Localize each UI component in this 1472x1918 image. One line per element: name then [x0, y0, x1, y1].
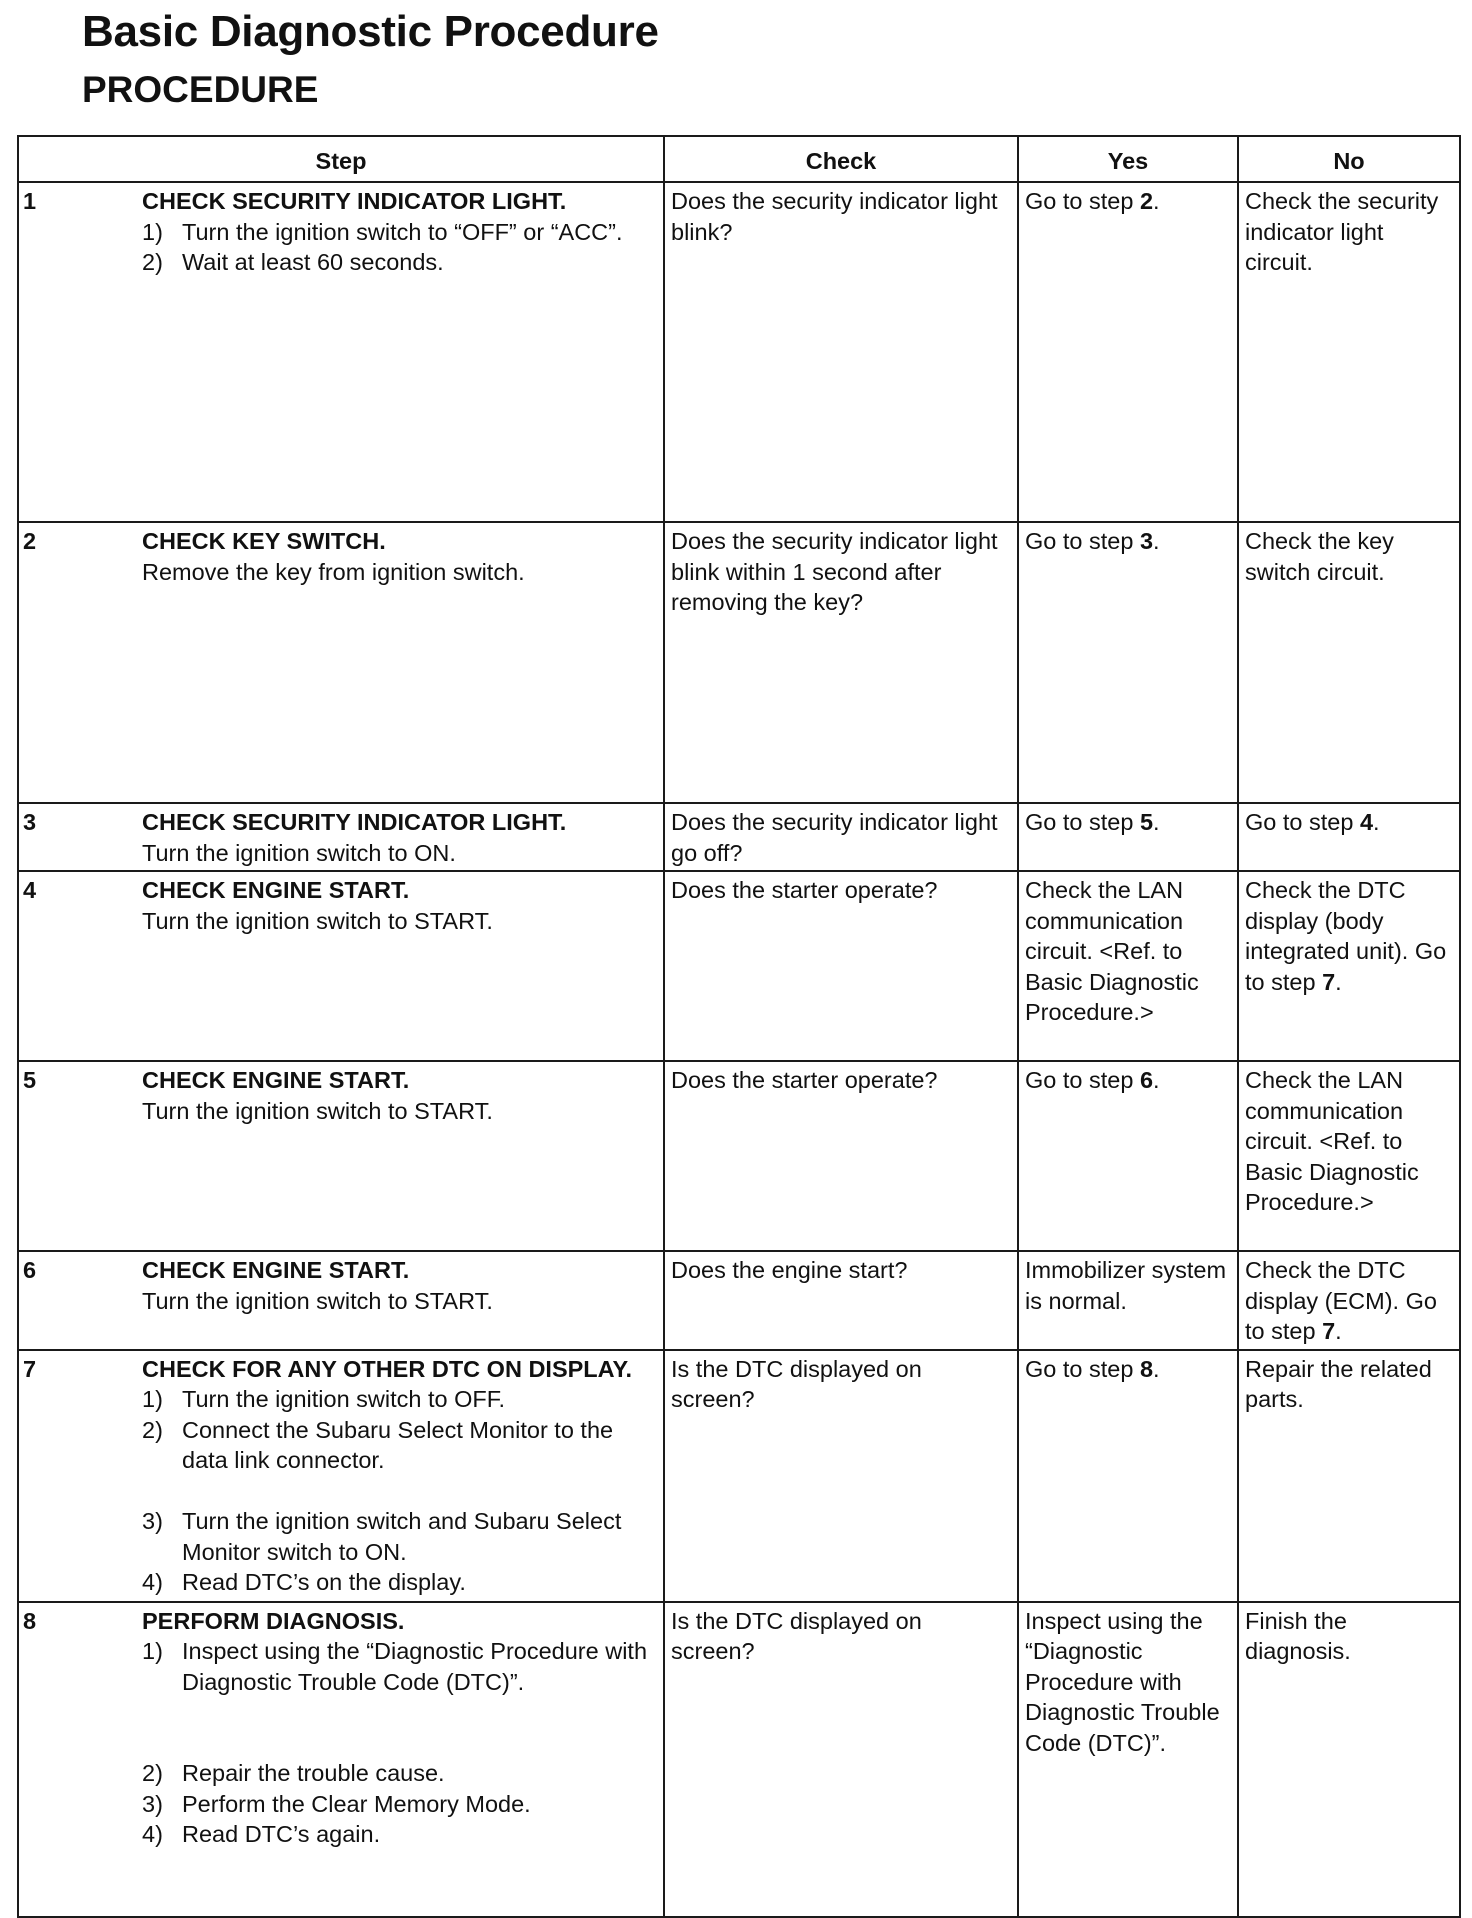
- table-row: [18, 522, 1460, 803]
- header-check: Check: [664, 136, 1018, 182]
- step-cell: [18, 1251, 664, 1350]
- no-text: Check the DTC display (body integrated unit). Go to step: [1245, 877, 1447, 995]
- header-step: Step: [18, 136, 664, 182]
- item-text: Perform the Clear Memory Mode.: [182, 1790, 531, 1817]
- step-number: 2: [23, 528, 37, 554]
- yes-suffix: .: [1153, 1355, 1160, 1382]
- item-text: Read DTC’s again.: [182, 1821, 381, 1847]
- step-heading: CHECK FOR ANY OTHER DTC ON DISPLAY.: [142, 1355, 633, 1382]
- no-cell: Check the key switch circuit.: [1238, 522, 1460, 803]
- table-row: [18, 1602, 1460, 1917]
- yes-text: Go to step: [1025, 1067, 1140, 1093]
- yes-text: Go to step: [1025, 188, 1140, 214]
- item-number: 2): [142, 249, 163, 275]
- step-number: 7: [23, 1355, 37, 1382]
- step-heading: PERFORM DIAGNOSIS.: [142, 1607, 405, 1634]
- item-number: 1): [142, 1386, 163, 1412]
- table-row: [18, 871, 1460, 1061]
- check-cell: Does the starter operate?: [664, 1061, 1018, 1251]
- table-row: [18, 803, 1460, 871]
- page-subtitle: PROCEDURE: [82, 69, 319, 110]
- no-cell: [1238, 803, 1460, 871]
- item-number: 3): [142, 1508, 163, 1534]
- table-row: [18, 182, 1460, 522]
- table-row: [18, 1061, 1460, 1251]
- step-body-text: Turn the ignition switch to START.: [142, 1097, 493, 1124]
- yes-suffix: .: [1153, 528, 1160, 554]
- item-number: 2): [142, 1760, 163, 1786]
- yes-cell: Immobilizer system is normal.: [1018, 1251, 1238, 1350]
- check-cell: Is the DTC displayed on screen?: [664, 1602, 1018, 1917]
- yes-cell: [1018, 803, 1238, 871]
- no-cell: [1238, 1251, 1460, 1350]
- step-number: 3: [23, 809, 37, 835]
- step-body-text: Turn the ignition switch to ON.: [142, 839, 456, 866]
- item-number: 3): [142, 1790, 163, 1817]
- item-text: Turn the ignition switch to OFF.: [182, 1386, 506, 1412]
- check-cell: Does the engine start?: [664, 1251, 1018, 1350]
- check-cell: Does the security indicator light go off?: [664, 803, 1018, 871]
- yes-text: Go to step: [1025, 1355, 1140, 1382]
- no-text: Check the DTC display (ECM). Go to step: [1245, 1257, 1437, 1344]
- yes-step-ref: 5: [1139, 809, 1154, 835]
- step-heading: CHECK ENGINE START.: [142, 1067, 410, 1093]
- step-number: 5: [23, 1067, 37, 1093]
- header-no: No: [1238, 136, 1460, 182]
- no-cell: [1238, 871, 1460, 1061]
- yes-step-ref: 2: [1139, 188, 1154, 214]
- yes-cell: Check the LAN communication circuit. <Ref. to Basic Diagnostic Procedure.>: [1018, 871, 1238, 1061]
- step-heading: CHECK ENGINE START.: [142, 1257, 410, 1283]
- item-number: 1): [142, 218, 163, 245]
- yes-step-ref: 6: [1139, 1067, 1154, 1093]
- step-cell: [18, 1350, 664, 1602]
- item-text: Wait at least 60 seconds.: [182, 249, 444, 275]
- yes-suffix: .: [1153, 1067, 1160, 1093]
- item-text: Turn the ignition switch and Subaru Select Monitor switch to ON.: [182, 1508, 622, 1565]
- yes-cell: [1018, 1350, 1238, 1602]
- yes-cell: Inspect using the “Diagnostic Procedure with Diagnostic Trouble Code (DTC)”.: [1018, 1602, 1238, 1917]
- table-header-row: [18, 136, 1460, 182]
- header-yes: Yes: [1018, 136, 1238, 182]
- item-text: Read DTC’s on the display.: [182, 1569, 466, 1595]
- step-cell: [18, 871, 664, 1061]
- no-suffix: .: [1335, 1318, 1342, 1344]
- no-cell: Finish the diagnosis.: [1238, 1602, 1460, 1917]
- item-text: Turn the ignition switch to “OFF” or “ACC”.: [182, 218, 623, 245]
- item-number: 4): [142, 1821, 163, 1847]
- item-number: 2): [142, 1416, 163, 1443]
- step-body-text: Turn the ignition switch to START.: [142, 1287, 493, 1314]
- check-cell: Does the security indicator light blink?: [664, 182, 1018, 522]
- yes-step-ref: 3: [1139, 528, 1154, 554]
- step-number: 8: [23, 1607, 37, 1634]
- no-cell: Repair the related parts.: [1238, 1350, 1460, 1602]
- yes-step-ref: 8: [1139, 1355, 1154, 1382]
- step-body-text: Remove the key from ignition switch.: [142, 558, 525, 585]
- step-cell: [18, 182, 664, 522]
- no-step-ref: 4: [1359, 809, 1374, 835]
- step-heading: CHECK SECURITY INDICATOR LIGHT.: [142, 188, 567, 214]
- step-number: 4: [23, 877, 37, 903]
- yes-suffix: .: [1153, 809, 1160, 835]
- yes-suffix: .: [1153, 188, 1160, 214]
- yes-text: Go to step: [1025, 528, 1140, 554]
- step-body-text: Turn the ignition switch to START.: [142, 907, 493, 934]
- yes-cell: [1018, 182, 1238, 522]
- step-cell: [18, 522, 664, 803]
- item-number: 1): [142, 1638, 163, 1664]
- table-row: [18, 1350, 1460, 1602]
- step-number: 1: [23, 188, 37, 214]
- step-cell: [18, 1602, 664, 1917]
- procedure-table: [17, 135, 1461, 1918]
- no-cell: Check the LAN communication circuit. <Ref. to Basic Diagnostic Procedure.>: [1238, 1061, 1460, 1251]
- page-title: Basic Diagnostic Procedure: [82, 7, 659, 56]
- no-text: Go to step: [1245, 809, 1360, 835]
- item-text: Inspect using the “Diagnostic Procedure with Diagnostic Trouble Code (DTC)”.: [182, 1638, 648, 1695]
- item-text: Repair the trouble cause.: [182, 1760, 445, 1786]
- table-row: [18, 1251, 1460, 1350]
- check-cell: Does the security indicator light blink within 1 second after removing the key?: [664, 522, 1018, 803]
- step-cell: [18, 803, 664, 871]
- no-suffix: .: [1373, 809, 1380, 835]
- no-cell: Check the security indicator light circuit.: [1238, 182, 1460, 522]
- check-cell: Is the DTC displayed on screen?: [664, 1350, 1018, 1602]
- no-suffix: .: [1335, 968, 1342, 995]
- step-heading: CHECK KEY SWITCH.: [142, 528, 386, 554]
- item-text: Connect the Subaru Select Monitor to the data link connector.: [182, 1416, 614, 1473]
- no-step-ref: 7: [1322, 968, 1336, 995]
- step-cell: [18, 1061, 664, 1251]
- item-number: 4): [142, 1569, 163, 1595]
- no-step-ref: 7: [1322, 1318, 1336, 1344]
- step-heading: CHECK ENGINE START.: [142, 877, 410, 903]
- check-cell: Does the starter operate?: [664, 871, 1018, 1061]
- yes-text: Go to step: [1025, 809, 1140, 835]
- yes-cell: [1018, 1061, 1238, 1251]
- step-heading: CHECK SECURITY INDICATOR LIGHT.: [142, 809, 567, 835]
- yes-cell: [1018, 522, 1238, 803]
- step-number: 6: [23, 1257, 37, 1283]
